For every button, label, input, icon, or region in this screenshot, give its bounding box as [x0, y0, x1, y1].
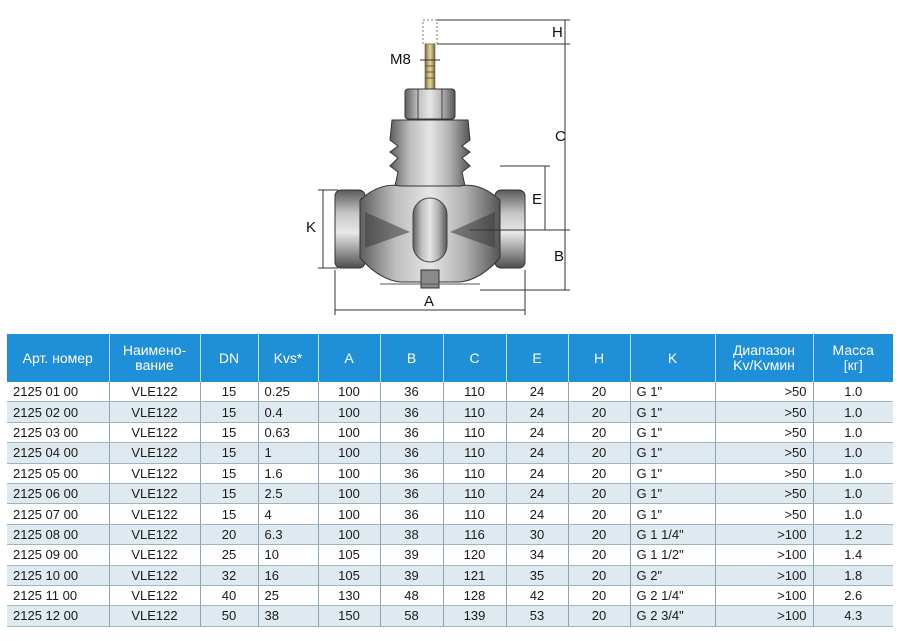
header-a: A	[318, 334, 380, 382]
cell-e: 24	[506, 402, 568, 422]
label-a: A	[424, 293, 435, 310]
cell-c: 116	[443, 524, 506, 544]
cell-k: G 2"	[630, 565, 715, 585]
cell-kvs: 2.5	[258, 483, 318, 503]
header-range-line1: Диапазон	[732, 342, 796, 358]
cell-mass: 1.0	[813, 382, 893, 402]
cell-h: 20	[568, 422, 630, 442]
cell-dn: 15	[200, 382, 258, 402]
cell-mass: 1.0	[813, 422, 893, 442]
cell-c: 110	[443, 504, 506, 524]
cell-e: 53	[506, 606, 568, 626]
cell-dn: 15	[200, 443, 258, 463]
table-row	[7, 524, 893, 544]
cell-e: 34	[506, 545, 568, 565]
cell-k: G 1"	[630, 443, 715, 463]
cell-b: 38	[380, 524, 443, 544]
table-row	[7, 545, 893, 565]
cell-a: 100	[318, 443, 380, 463]
cell-art: 2125 04 00	[7, 443, 109, 463]
cell-dn: 20	[200, 524, 258, 544]
cell-art: 2125 02 00	[7, 402, 109, 422]
cell-dn: 50	[200, 606, 258, 626]
cell-h: 20	[568, 585, 630, 605]
cell-mass: 4.3	[813, 606, 893, 626]
cell-h: 20	[568, 524, 630, 544]
cell-b: 39	[380, 565, 443, 585]
cell-art: 2125 11 00	[7, 585, 109, 605]
cell-k: G 1"	[630, 422, 715, 442]
header-name-line2: вание	[135, 357, 174, 373]
cell-h: 20	[568, 402, 630, 422]
cell-h: 20	[568, 606, 630, 626]
cell-name: VLE122	[109, 585, 200, 605]
cell-e: 24	[506, 463, 568, 483]
cell-mass: 1.4	[813, 545, 893, 565]
cell-kvs: 38	[258, 606, 318, 626]
cell-b: 36	[380, 504, 443, 524]
cell-kvs: 10	[258, 545, 318, 565]
cell-mass: 1.0	[813, 443, 893, 463]
cell-dn: 15	[200, 504, 258, 524]
header-b: B	[380, 334, 443, 382]
cell-dn: 15	[200, 422, 258, 442]
cell-range: >100	[715, 524, 813, 544]
cell-name: VLE122	[109, 545, 200, 565]
cell-art: 2125 01 00	[7, 382, 109, 402]
table-row	[7, 565, 893, 585]
cell-h: 20	[568, 463, 630, 483]
label-h: H	[552, 24, 563, 41]
cell-a: 100	[318, 483, 380, 503]
header-art-number: Арт. номер	[7, 334, 109, 382]
cell-c: 110	[443, 463, 506, 483]
cell-b: 36	[380, 382, 443, 402]
header-range	[715, 334, 813, 382]
cell-mass: 1.8	[813, 565, 893, 585]
cell-mass: 2.6	[813, 585, 893, 605]
cell-a: 100	[318, 504, 380, 524]
cell-b: 36	[380, 443, 443, 463]
table-row	[7, 463, 893, 483]
cell-name: VLE122	[109, 565, 200, 585]
cell-mass: 1.0	[813, 463, 893, 483]
cell-dn: 15	[200, 402, 258, 422]
cell-k: G 1 1/2"	[630, 545, 715, 565]
table-row	[7, 483, 893, 503]
cell-a: 105	[318, 545, 380, 565]
cell-name: VLE122	[109, 422, 200, 442]
cell-b: 48	[380, 585, 443, 605]
cell-k: G 1"	[630, 382, 715, 402]
cell-range: >100	[715, 606, 813, 626]
cell-k: G 1"	[630, 483, 715, 503]
cell-kvs: 0.25	[258, 382, 318, 402]
header-mass	[813, 334, 893, 382]
cell-kvs: 1	[258, 443, 318, 463]
cell-b: 36	[380, 463, 443, 483]
cell-k: G 1"	[630, 463, 715, 483]
cell-e: 35	[506, 565, 568, 585]
cell-h: 20	[568, 545, 630, 565]
cell-b: 36	[380, 483, 443, 503]
table-row	[7, 422, 893, 442]
cell-name: VLE122	[109, 524, 200, 544]
table-row	[7, 402, 893, 422]
cell-art: 2125 07 00	[7, 504, 109, 524]
cell-name: VLE122	[109, 483, 200, 503]
label-e: E	[532, 191, 543, 208]
cell-k: G 2 1/4"	[630, 585, 715, 605]
cell-a: 100	[318, 463, 380, 483]
cell-name: VLE122	[109, 463, 200, 483]
cell-e: 24	[506, 483, 568, 503]
table-row	[7, 382, 893, 402]
table-row	[7, 585, 893, 605]
cell-c: 120	[443, 545, 506, 565]
header-name	[109, 334, 200, 382]
table-row	[7, 504, 893, 524]
cell-kvs: 16	[258, 565, 318, 585]
header-dn: DN	[200, 334, 258, 382]
cell-e: 24	[506, 382, 568, 402]
cell-c: 121	[443, 565, 506, 585]
label-m8: M8	[390, 51, 411, 68]
header-c: C	[443, 334, 506, 382]
cell-kvs: 6.3	[258, 524, 318, 544]
cell-mass: 1.2	[813, 524, 893, 544]
cell-a: 100	[318, 422, 380, 442]
cell-a: 100	[318, 524, 380, 544]
cell-e: 24	[506, 443, 568, 463]
header-e: E	[506, 334, 568, 382]
cell-k: G 2 3/4"	[630, 606, 715, 626]
cell-h: 20	[568, 565, 630, 585]
table-row	[7, 606, 893, 626]
cell-c: 110	[443, 422, 506, 442]
specifications-table	[7, 334, 893, 627]
cell-dn: 25	[200, 545, 258, 565]
header-kvs: Kvs*	[258, 334, 318, 382]
cell-name: VLE122	[109, 382, 200, 402]
cell-h: 20	[568, 443, 630, 463]
cell-b: 36	[380, 402, 443, 422]
cell-k: G 1"	[630, 402, 715, 422]
cell-b: 36	[380, 422, 443, 442]
cell-range: >100	[715, 585, 813, 605]
cell-a: 100	[318, 382, 380, 402]
cell-name: VLE122	[109, 402, 200, 422]
cell-kvs: 0.63	[258, 422, 318, 442]
cell-mass: 1.0	[813, 402, 893, 422]
header-name-line1: Наимено-	[122, 342, 187, 358]
cell-name: VLE122	[109, 606, 200, 626]
cell-mass: 1.0	[813, 483, 893, 503]
cell-range: >100	[715, 545, 813, 565]
cell-dn: 15	[200, 483, 258, 503]
cell-a: 150	[318, 606, 380, 626]
cell-art: 2125 06 00	[7, 483, 109, 503]
header-mass-line1: Масса	[832, 342, 874, 358]
cell-kvs: 25	[258, 585, 318, 605]
cell-k: G 1 1/4"	[630, 524, 715, 544]
cell-art: 2125 12 00	[7, 606, 109, 626]
cell-a: 100	[318, 402, 380, 422]
cell-a: 105	[318, 565, 380, 585]
cell-kvs: 1.6	[258, 463, 318, 483]
header-range-line2: Kv/Kvмин	[733, 357, 795, 373]
cell-c: 110	[443, 443, 506, 463]
label-k: K	[306, 219, 317, 236]
cell-c: 110	[443, 402, 506, 422]
cell-range: >50	[715, 402, 813, 422]
cell-e: 30	[506, 524, 568, 544]
cell-kvs: 4	[258, 504, 318, 524]
label-b: B	[554, 248, 565, 265]
header-mass-line2: [кг]	[843, 357, 863, 373]
cell-h: 20	[568, 483, 630, 503]
cell-c: 110	[443, 483, 506, 503]
cell-range: >50	[715, 483, 813, 503]
cell-art: 2125 10 00	[7, 565, 109, 585]
cell-c: 128	[443, 585, 506, 605]
cell-kvs: 0.4	[258, 402, 318, 422]
cell-art: 2125 08 00	[7, 524, 109, 544]
cell-range: >50	[715, 463, 813, 483]
cell-range: >50	[715, 422, 813, 442]
cell-e: 42	[506, 585, 568, 605]
cell-art: 2125 03 00	[7, 422, 109, 442]
cell-range: >50	[715, 443, 813, 463]
cell-dn: 15	[200, 463, 258, 483]
cell-name: VLE122	[109, 443, 200, 463]
cell-art: 2125 09 00	[7, 545, 109, 565]
cell-range: >50	[715, 382, 813, 402]
header-k: K	[630, 334, 715, 382]
header-h: H	[568, 334, 630, 382]
cell-b: 39	[380, 545, 443, 565]
cell-range: >50	[715, 504, 813, 524]
cell-c: 139	[443, 606, 506, 626]
cell-h: 20	[568, 504, 630, 524]
cell-dn: 32	[200, 565, 258, 585]
label-c: C	[555, 128, 566, 145]
cell-c: 110	[443, 382, 506, 402]
cell-dn: 40	[200, 585, 258, 605]
cell-range: >100	[715, 565, 813, 585]
cell-name: VLE122	[109, 504, 200, 524]
cell-art: 2125 05 00	[7, 463, 109, 483]
cell-e: 24	[506, 422, 568, 442]
table-row	[7, 443, 893, 463]
cell-e: 24	[506, 504, 568, 524]
cell-mass: 1.0	[813, 504, 893, 524]
cell-b: 58	[380, 606, 443, 626]
table-header-row	[7, 334, 893, 382]
cell-h: 20	[568, 382, 630, 402]
cell-a: 130	[318, 585, 380, 605]
cell-k: G 1"	[630, 504, 715, 524]
